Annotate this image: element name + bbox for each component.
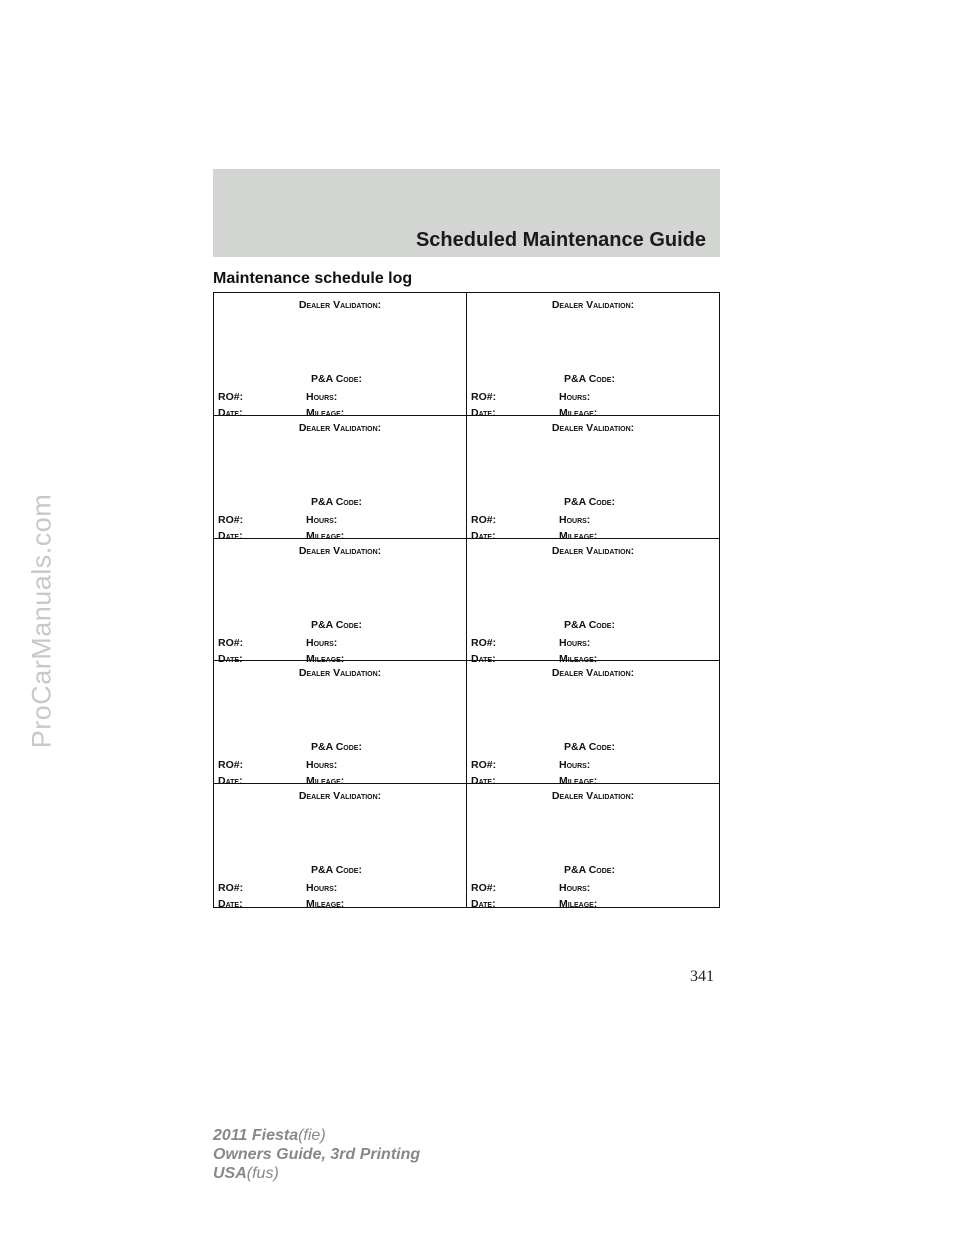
mileage-label: Mileage: <box>559 529 598 542</box>
pa-code-label: P&A Code: <box>564 495 615 508</box>
footer-line-3 <box>213 1164 420 1183</box>
ro-label: RO#: <box>471 882 497 895</box>
pa-code-label: P&A Code: <box>311 618 362 631</box>
hours-label: Hours: <box>306 882 338 895</box>
pa-code-label: P&A Code: <box>564 373 615 385</box>
date-label: Date: <box>471 775 496 788</box>
hours-label: Hours: <box>559 882 591 895</box>
pa-code-label: P&A Code: <box>311 741 362 754</box>
log-entry <box>467 661 719 788</box>
header-title: Scheduled Maintenance Guide <box>415 229 706 251</box>
hours-label: Hours: <box>306 513 338 526</box>
mileage-label: Mileage: <box>306 775 345 788</box>
hours-label: Hours: <box>559 513 591 526</box>
dealer-validation-label: Dealer Validation: <box>298 544 382 557</box>
mileage-label: Mileage: <box>559 652 598 665</box>
log-entry <box>467 784 719 911</box>
dealer-validation-label: Dealer Validation: <box>551 667 635 680</box>
mileage-label: Mileage: <box>559 898 598 911</box>
footer-model: 2011 Fiesta <box>213 1127 299 1144</box>
ro-label: RO#: <box>471 636 497 649</box>
pa-code-label: P&A Code: <box>564 618 615 631</box>
mileage-label: Mileage: <box>559 775 598 788</box>
ro-label: RO#: <box>471 391 497 403</box>
dealer-validation-label: Dealer Validation: <box>551 421 635 434</box>
ro-label: RO#: <box>471 759 497 772</box>
date-label: Date: <box>218 529 243 542</box>
footer-market: USA <box>213 1165 247 1182</box>
date-label: Date: <box>218 652 243 665</box>
date-label: Date: <box>471 652 496 665</box>
log-entry <box>214 293 467 419</box>
maintenance-log-table <box>213 292 720 911</box>
ro-label: RO#: <box>218 882 244 895</box>
page-number: 341 <box>690 968 714 985</box>
dealer-validation-label: Dealer Validation: <box>298 667 382 680</box>
hours-label: Hours: <box>306 759 338 772</box>
pa-code-label: P&A Code: <box>311 864 362 877</box>
hours-label: Hours: <box>306 391 338 403</box>
mileage-label: Mileage: <box>306 407 345 419</box>
hours-label: Hours: <box>559 636 591 649</box>
footer-market-code: (fus) <box>246 1165 279 1182</box>
date-label: Date: <box>218 898 243 911</box>
mileage-label: Mileage: <box>306 529 345 542</box>
log-entry <box>214 416 467 542</box>
mileage-label: Mileage: <box>559 407 598 419</box>
hours-label: Hours: <box>306 636 338 649</box>
dealer-validation-label: Dealer Validation: <box>298 299 382 311</box>
log-entry <box>214 784 467 911</box>
hours-label: Hours: <box>559 759 591 772</box>
date-label: Date: <box>471 898 496 911</box>
mileage-label: Mileage: <box>306 652 345 665</box>
date-label: Date: <box>218 775 243 788</box>
footer-model-code: (fie) <box>298 1127 326 1144</box>
ro-label: RO#: <box>471 513 497 526</box>
ro-label: RO#: <box>218 391 244 403</box>
footer <box>213 1126 420 1183</box>
watermark: ProCarManuals.com <box>26 493 57 749</box>
date-label: Date: <box>471 407 496 419</box>
log-entry <box>214 661 467 788</box>
section-title: Maintenance schedule log <box>213 270 413 287</box>
dealer-validation-label: Dealer Validation: <box>551 790 635 803</box>
log-entry <box>467 416 719 542</box>
ro-label: RO#: <box>218 636 244 649</box>
mileage-label: Mileage: <box>306 898 345 911</box>
log-entry <box>467 539 719 665</box>
pa-code-label: P&A Code: <box>311 373 362 385</box>
dealer-validation-label: Dealer Validation: <box>298 421 382 434</box>
footer-line-1 <box>213 1126 420 1145</box>
dealer-validation-label: Dealer Validation: <box>298 790 382 803</box>
pa-code-label: P&A Code: <box>564 741 615 754</box>
log-entry <box>214 539 467 665</box>
dealer-validation-label: Dealer Validation: <box>551 544 635 557</box>
dealer-validation-label: Dealer Validation: <box>551 299 635 311</box>
footer-line-2 <box>213 1145 420 1164</box>
page-header <box>213 169 720 257</box>
hours-label: Hours: <box>559 391 591 403</box>
pa-code-label: P&A Code: <box>311 495 362 508</box>
date-label: Date: <box>218 407 243 419</box>
log-entry <box>467 293 719 419</box>
pa-code-label: P&A Code: <box>564 864 615 877</box>
footer-printing: Owners Guide, 3rd Printing <box>213 1146 421 1163</box>
ro-label: RO#: <box>218 513 244 526</box>
date-label: Date: <box>471 529 496 542</box>
ro-label: RO#: <box>218 759 244 772</box>
